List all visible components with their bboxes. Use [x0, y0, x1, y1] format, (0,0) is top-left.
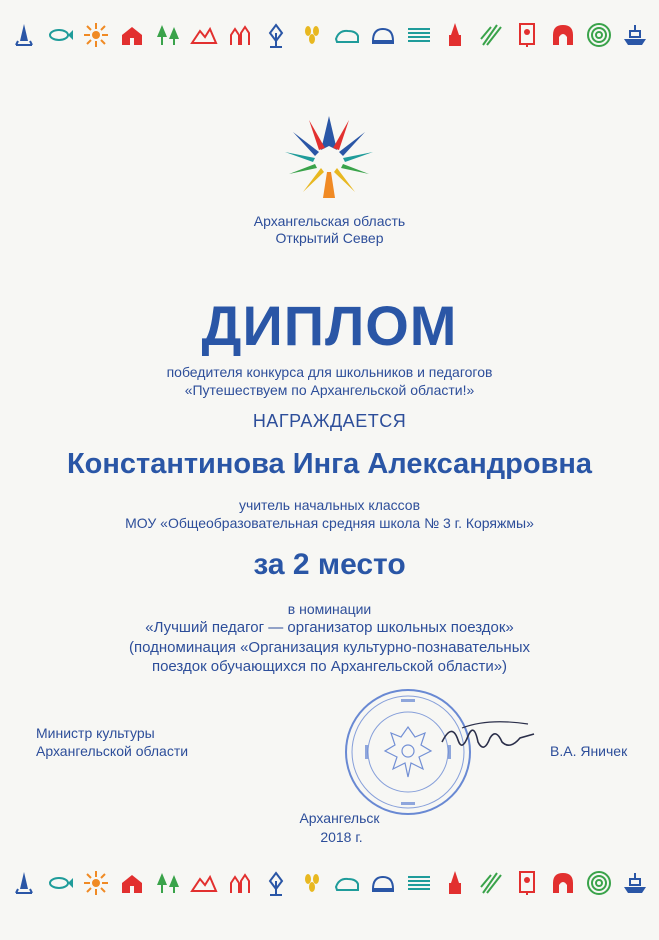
diploma-subtitle-line-1: победителя конкурса для школьников и педагогов [166, 364, 493, 380]
signatory-name: В.А. Яничек [550, 743, 628, 759]
forest-icon [154, 21, 182, 49]
chapel-icon [441, 21, 469, 49]
windmill-icon [262, 869, 290, 897]
church-icon [118, 21, 146, 49]
signatory-title-line-2: Архангельской области [36, 743, 189, 759]
issue-year: 2018 г. [320, 829, 363, 845]
footer-icon-row [10, 866, 649, 900]
signatory-title-line-1: Министр культуры [36, 725, 155, 741]
waves-icon [405, 869, 433, 897]
nomination-label: в номинации [287, 601, 372, 617]
arch-icon [549, 869, 577, 897]
forest-icon [154, 869, 182, 897]
wheat-icon [298, 869, 326, 897]
region-logo [279, 108, 379, 208]
arch-icon [549, 21, 577, 49]
ship-rocket-icon [10, 21, 38, 49]
grass-icon [477, 869, 505, 897]
subnomination-line-1: (подноминация «Организация культурно-познавательных [129, 639, 530, 656]
diploma-subtitle-line-2: «Путешествуем по Архангельской области!» [184, 382, 475, 398]
award-place: за 2 место [253, 548, 406, 581]
spiral-icon [585, 21, 613, 49]
bear-icon [333, 869, 361, 897]
boat-icon [621, 869, 649, 897]
recipient-name: Константинова Инга Александровна [66, 448, 593, 480]
logo-rays [285, 116, 373, 198]
awarded-label: НАГРАЖДАЕТСЯ [252, 411, 407, 431]
header-icon-row [10, 18, 649, 52]
sun-icon [82, 869, 110, 897]
bear-icon [333, 21, 361, 49]
waves-icon [405, 21, 433, 49]
signature [438, 712, 538, 762]
subnomination-line-2: поездок обучающихся по Архангельской области») [151, 658, 508, 675]
bread-icon [369, 21, 397, 49]
monastery-icon [226, 21, 254, 49]
ship-rocket-icon [10, 869, 38, 897]
boat-icon [621, 21, 649, 49]
fish-icon [46, 869, 74, 897]
bread-icon [369, 869, 397, 897]
recipient-position: учитель начальных классов [238, 497, 421, 513]
recipient-school: МОУ «Общеобразовательная средняя школа № 3 г. Коряжмы» [125, 515, 534, 531]
nomination-title: «Лучший педагог — организатор школьных поездок» [145, 619, 514, 636]
mountains-icon [190, 869, 218, 897]
wheat-icon [298, 21, 326, 49]
diploma-title: ДИПЛОМ [201, 294, 458, 357]
grass-icon [477, 21, 505, 49]
issue-city: Архангельск [299, 810, 380, 826]
chapel-icon [441, 869, 469, 897]
portrait-icon [513, 21, 541, 49]
mountains-icon [190, 21, 218, 49]
windmill-icon [262, 21, 290, 49]
portrait-icon [513, 869, 541, 897]
church-icon [118, 869, 146, 897]
region-slogan: Открытий Север [275, 230, 384, 246]
fish-icon [46, 21, 74, 49]
spiral-icon [585, 869, 613, 897]
region-name: Архангельская область [253, 213, 406, 229]
monastery-icon [226, 869, 254, 897]
sun-icon [82, 21, 110, 49]
